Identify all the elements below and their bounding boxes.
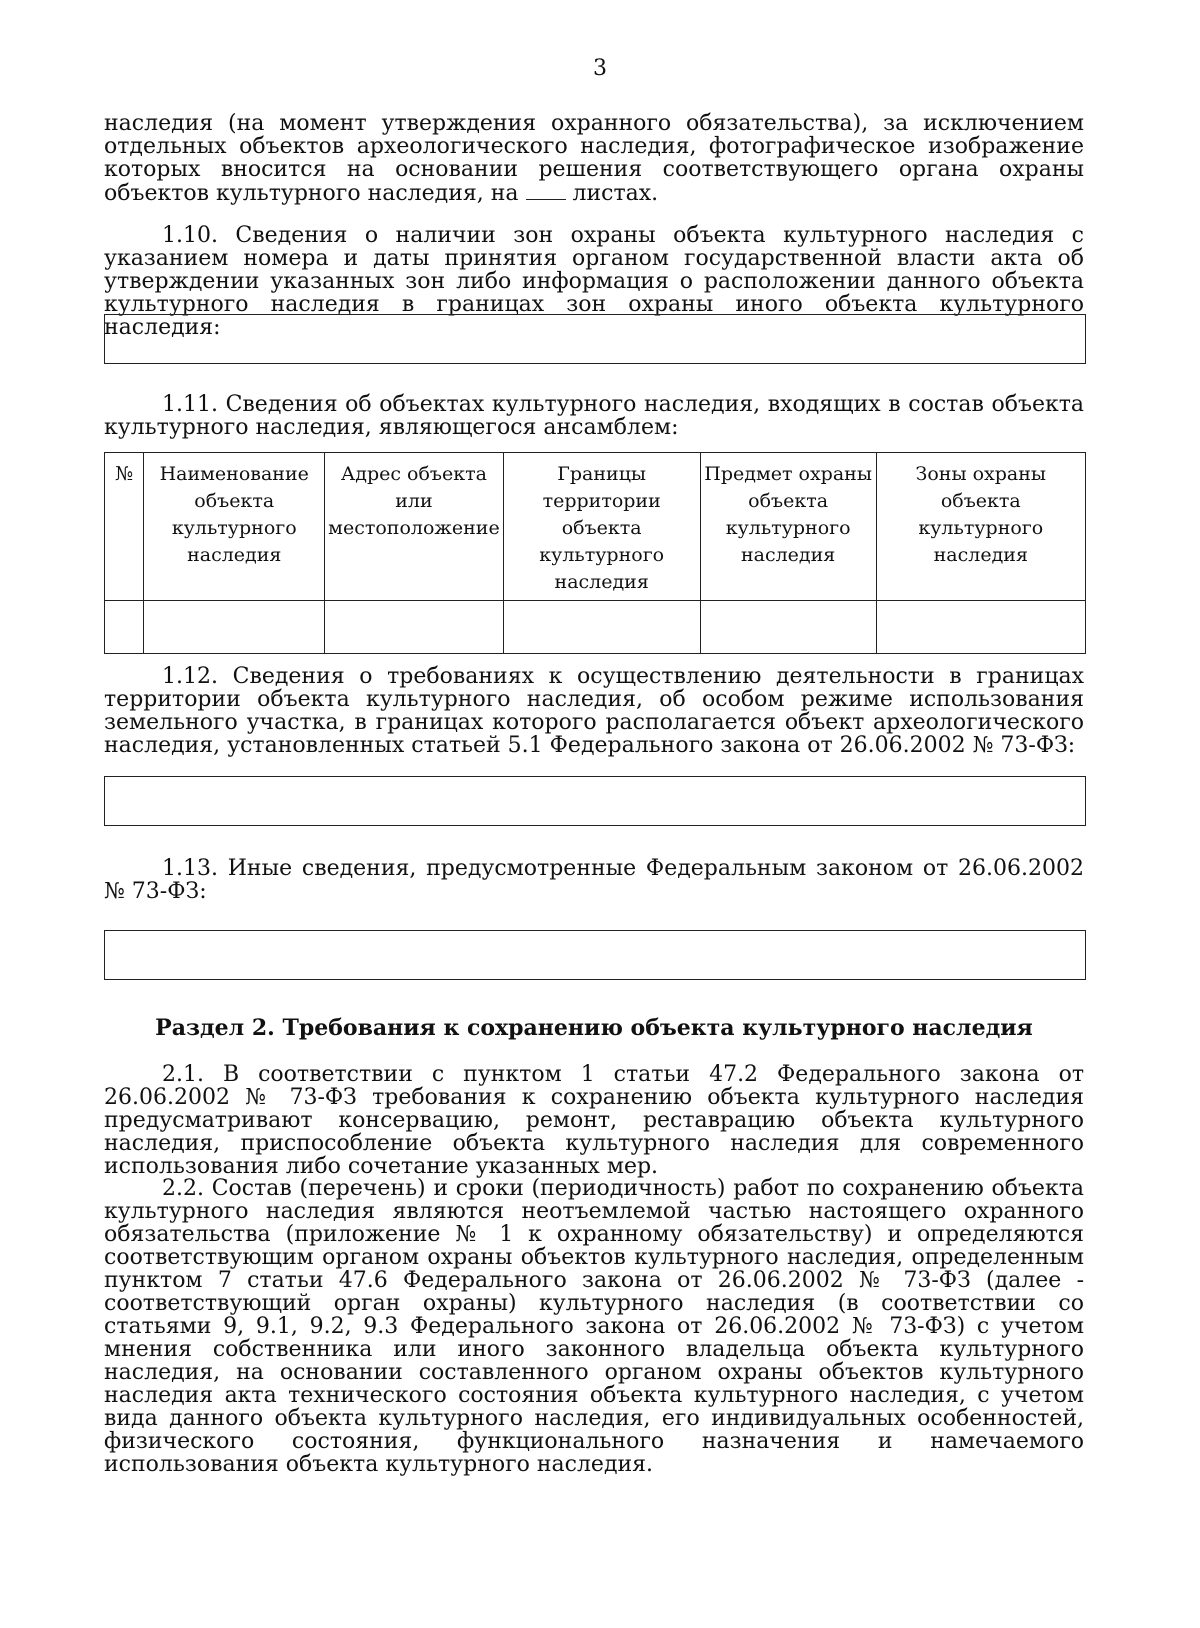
col-header-boundaries: Границы территории объекта культурного наследия xyxy=(503,453,700,601)
table-cell xyxy=(105,601,144,654)
paragraph-1-11: 1.11. Сведения об объектах культурного наследия, входящих в состав объекта культурного наследия, являющегося ансамблем: xyxy=(104,392,1084,440)
intro-text-end: листах. xyxy=(572,181,659,206)
table-cell xyxy=(876,601,1085,654)
paragraph-1-13: 1.13. Иные сведения, предусмотренные Федеральным законом от 26.06.2002 № 73-ФЗ: xyxy=(104,856,1084,904)
col-header-number: № xyxy=(105,453,144,601)
field-1-12-box xyxy=(104,776,1086,826)
field-1-13-box xyxy=(104,930,1086,980)
table-row xyxy=(105,601,1086,654)
ensemble-objects-table xyxy=(104,452,1086,654)
col-header-subject: Предмет охраны объекта культурного наследия xyxy=(700,453,876,601)
paragraph-2-2: 2.2. Состав (перечень) и сроки (периодичность) работ по сохранению объекта культурного наследия являются неотъемлемой частью настоящего охранного обязательства (приложение № 1 к охранному обязательству) и определяются соответствующим органом охраны объектов культурного наследия, определенным пунктом 7 статьи 47.6 Федерального закона от 26.06.2002 № 73-ФЗ (далее - соответствующий орган охраны) культурного наследия (в соответствии со статьями 9, 9.1, 9.2, 9.3 Федерального закона от 26.06.2002 № 73-ФЗ) с учетом мнения собственника или иного законного владельца объекта культурного наследия, на основании составленного органом охраны объектов культурного наследия акта технического состояния объекта культурного наследия, с учетом вида данного объекта культурного наследия, его индивидуальных особенностей, физического состояния, функционального назначения и намечаемого использования объекта культурного наследия. xyxy=(104,1176,1084,1477)
section-2-heading: Раздел 2. Требования к сохранению объекта культурного наследия xyxy=(155,1015,1033,1041)
table-cell xyxy=(144,601,325,654)
col-header-zones: Зоны охраны объекта культурного наследия xyxy=(876,453,1085,601)
paragraph-2-1: 2.1. В соответствии с пунктом 1 статьи 47.2 Федерального закона от 26.06.2002 № 73-ФЗ требования к сохранению объекта культурного наследия предусматривают консервацию, ремонт, реставрацию объекта культурного наследия, приспособление объекта культурного наследия для современного использования либо сочетание указанных мер. xyxy=(104,1062,1084,1179)
col-header-address: Адрес объекта или местоположение xyxy=(325,453,504,601)
intro-text: наследия (на момент утверждения охранного обязательства), за исключением отдельных объектов археологического наследия, фотографическое изображение которых вносится на основании решения соответствующего органа охраны объектов культурного наследия, на xyxy=(104,111,1084,206)
paragraph-1-12: 1.12. Сведения о требованиях к осуществлению деятельности в границах территории объекта культурного наследия, об особом режиме использования земельного участка, в границах которого располагается объект археологического наследия, установленных статьей 5.1 Федерального закона от 26.06.2002 № 73-ФЗ: xyxy=(104,664,1084,758)
intro-paragraph xyxy=(104,112,1084,205)
col-header-name: Наименование объекта культурного наследия xyxy=(144,453,325,601)
table-cell xyxy=(325,601,504,654)
field-1-10-box xyxy=(104,314,1086,364)
sheet-count-blank xyxy=(526,181,566,200)
paragraph-1-10: 1.10. Сведения о наличии зон охраны объекта культурного наследия с указанием номера и даты принятия органом государственной власти акта об утверждении указанных зон либо информация о расположении данного объекта культурного наследия в границах зон охраны иного объекта культурного наследия: xyxy=(104,223,1084,340)
table-cell xyxy=(503,601,700,654)
page-number: 3 xyxy=(593,56,607,81)
table-cell xyxy=(700,601,876,654)
table-header-row xyxy=(105,453,1086,601)
